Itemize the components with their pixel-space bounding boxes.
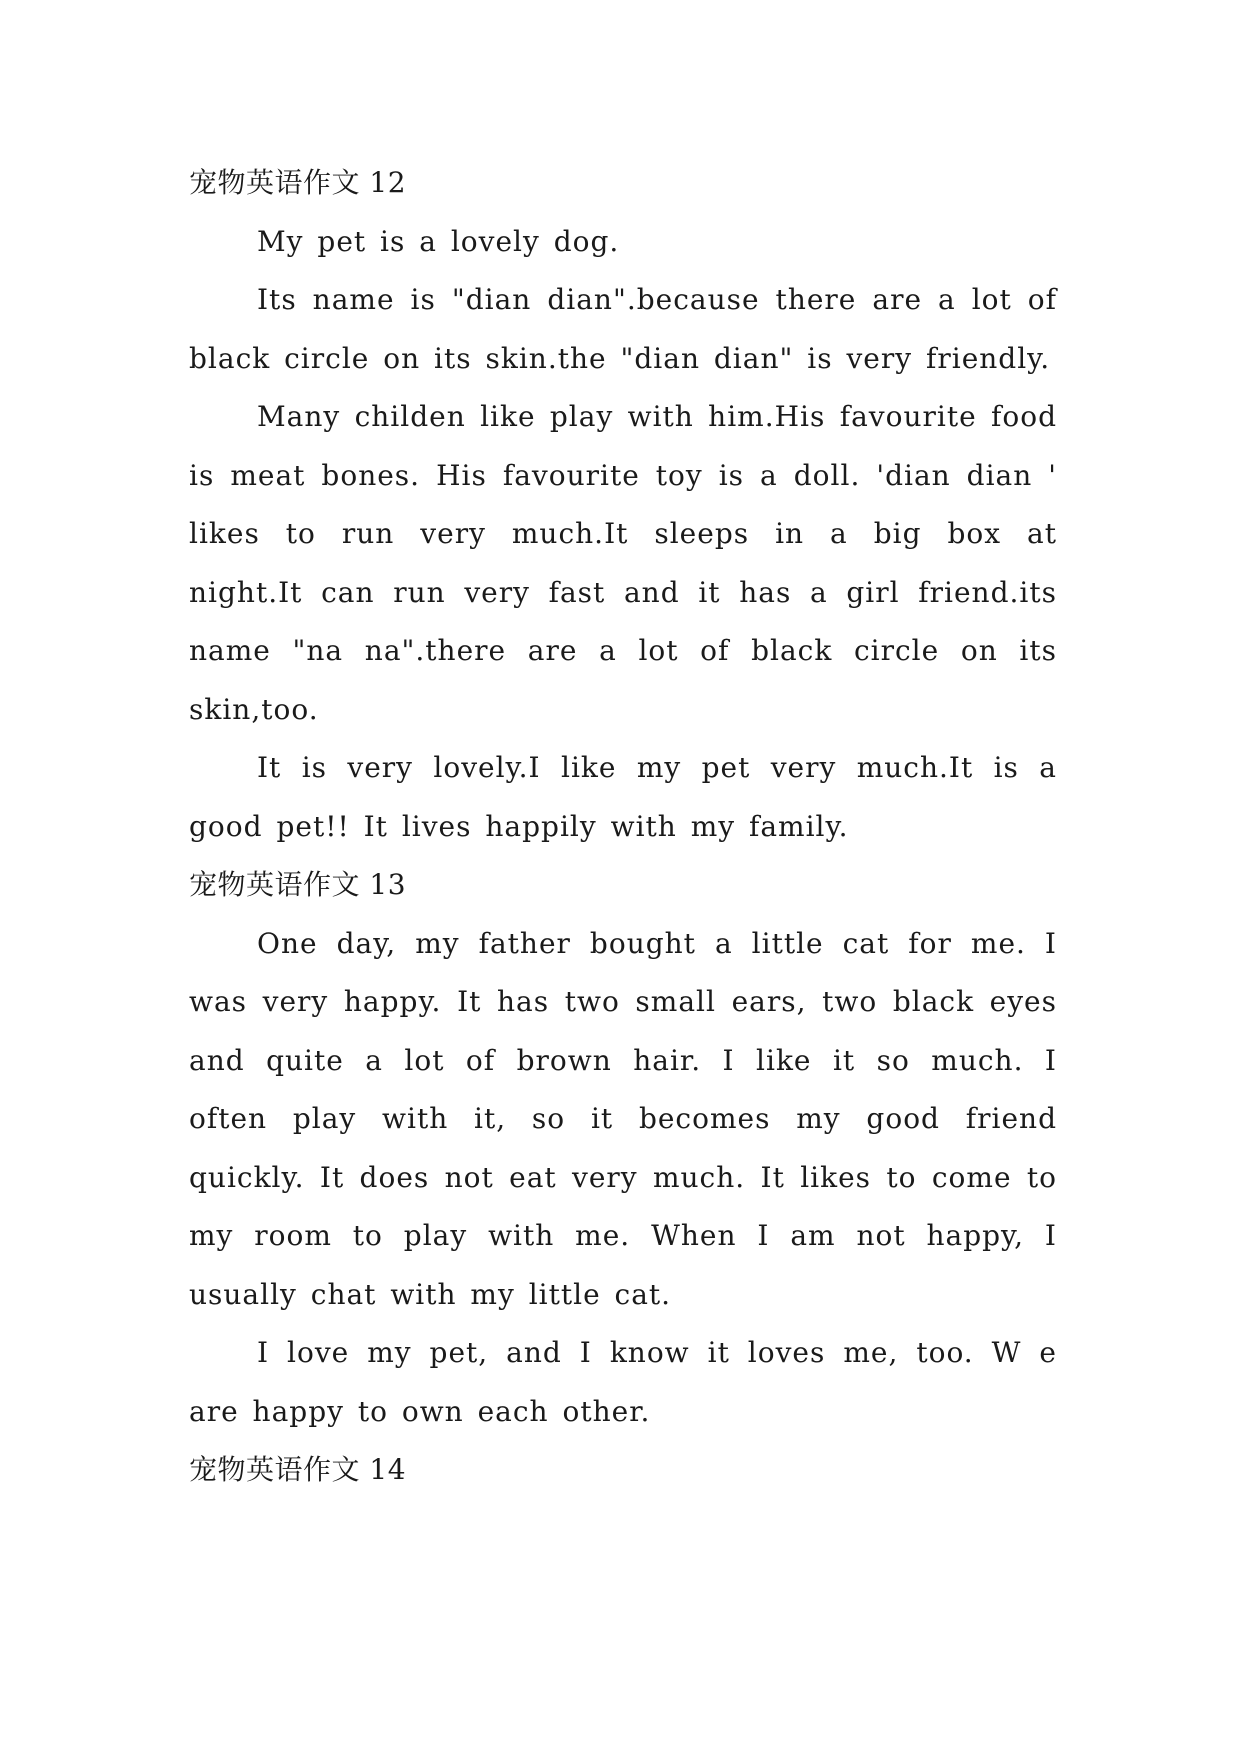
essay-heading: 宠物英语作文 14	[189, 1453, 407, 1486]
essay-14	[189, 1441, 1057, 1500]
essay-paragraph: I love my pet, and I know it loves me, too. W e are happy to own each other.	[189, 1336, 1057, 1428]
essay-12	[189, 154, 1057, 856]
document-page	[189, 154, 1057, 1500]
essay-paragraph: My pet is a lovely dog.	[257, 224, 620, 258]
essay-paragraph: Its name is "dian dian".because there are a lot of black circle on its skin.the "dian dian" is very friendly.	[189, 283, 1057, 375]
essay-paragraph: It is very lovely.I like my pet very much.It is a good pet!! It lives happily with my family.	[189, 751, 1057, 843]
essay-paragraph: One day, my father bought a little cat for me. I was very happy. It has two small ears, two black eyes and quite a lot of brown hair. I like it so much. I often play with it, so it becomes my good friend quickly. It does not eat very much. It likes to come to my room to play with me. When I am not happy, I usually chat with my little cat.	[189, 926, 1057, 1311]
essay-paragraph: Many childen like play with him.His favourite food is meat bones. His favourite toy is a doll. 'dian dian ' likes to run very much.It sleeps in a big box at night.It can run very fast and it has a girl friend.its name "na na".there are a lot of black circle on its skin,too.	[189, 400, 1057, 726]
essay-13	[189, 856, 1057, 1441]
essay-heading: 宠物英语作文 12	[189, 166, 407, 199]
essay-heading: 宠物英语作文 13	[189, 868, 407, 901]
